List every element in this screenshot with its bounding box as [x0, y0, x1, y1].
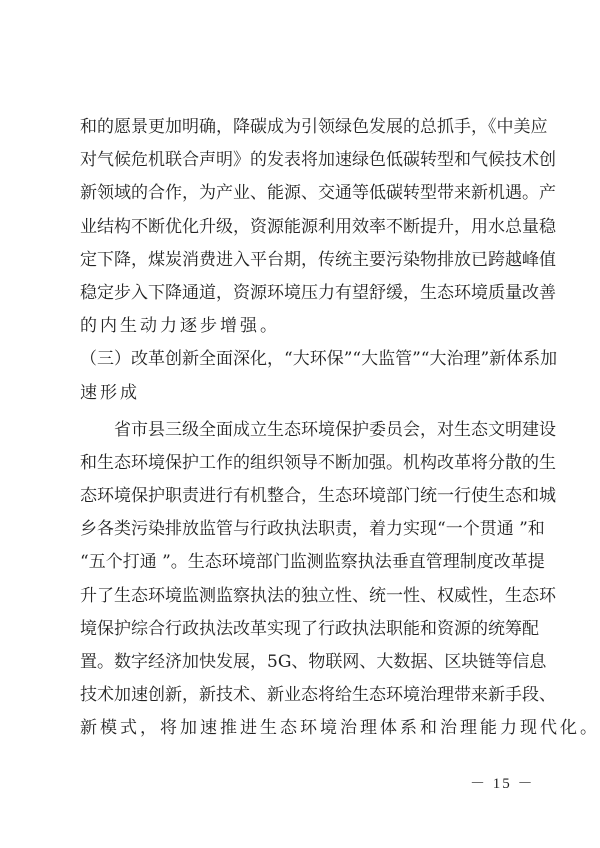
section-heading — [80, 343, 558, 409]
text-line: 和生态环境保护工作的组织领导不断加强。机构改革将分散的生 — [80, 452, 556, 473]
paragraph-2 — [80, 414, 600, 746]
text-line: 境保护综合行政执法改革实现了行政执法职能和资源的统筹配 — [80, 618, 539, 639]
text-line: 的内生动力逐步增强。 — [80, 316, 280, 337]
text-line: 技术加速创新，新技术、新业态将给生态环境治理带来新手段、 — [80, 685, 556, 706]
text-line: 省市县三级全面成立生态环境保护委员会，对生态文明建设 — [80, 419, 556, 440]
heading-line: 速形成 — [80, 382, 140, 403]
text-line: 态环境保护职责进行有机整合，生态环境部门统一行使生态和城 — [80, 486, 556, 507]
heading-line: （三）改革创新全面深化，“大环保”“大监管”“大治理”新体系加 — [80, 349, 558, 370]
paragraph-1 — [80, 111, 556, 343]
text-line: 升了生态环境监测监察执法的独立性、统一性、权威性，生态环 — [80, 585, 556, 606]
text-line: 对气候危机联合声明》的发表将加速绿色低碳转型和气候技术创 — [80, 150, 556, 171]
text-line: 和的愿景更加明确，降碳成为引领绿色发展的总抓手，《中美应 — [80, 117, 548, 137]
text-line: 业结构不断优化升级，资源能源利用效率不断提升，用水总量稳 — [80, 216, 556, 237]
page-number: － 15 － — [470, 776, 535, 792]
text-line: 置。数字经济加快发展，5G、物联网、大数据、区块链等信息 — [80, 652, 547, 672]
document-body — [80, 111, 600, 746]
text-line: 稳定步入下降通道，资源环境压力有望舒缓，生态环境质量改善 — [80, 282, 556, 303]
text-line: 定下降，煤炭消费进入平台期，传统主要污染物排放已跨越峰值 — [80, 249, 556, 270]
text-line: 新模式，将加速推进生态环境治理体系和治理能力现代化。 — [80, 718, 600, 739]
text-line: 乡各类污染排放监管与行政执法职责，着力实现“一个贯通 ”和 — [80, 519, 545, 540]
text-line: “五个打通 ”。生态环境部门监测监察执法垂直管理制度改革提 — [80, 552, 545, 573]
text-line: 新领域的合作，为产业、能源、交通等低碳转型带来新机遇。产 — [80, 183, 556, 204]
